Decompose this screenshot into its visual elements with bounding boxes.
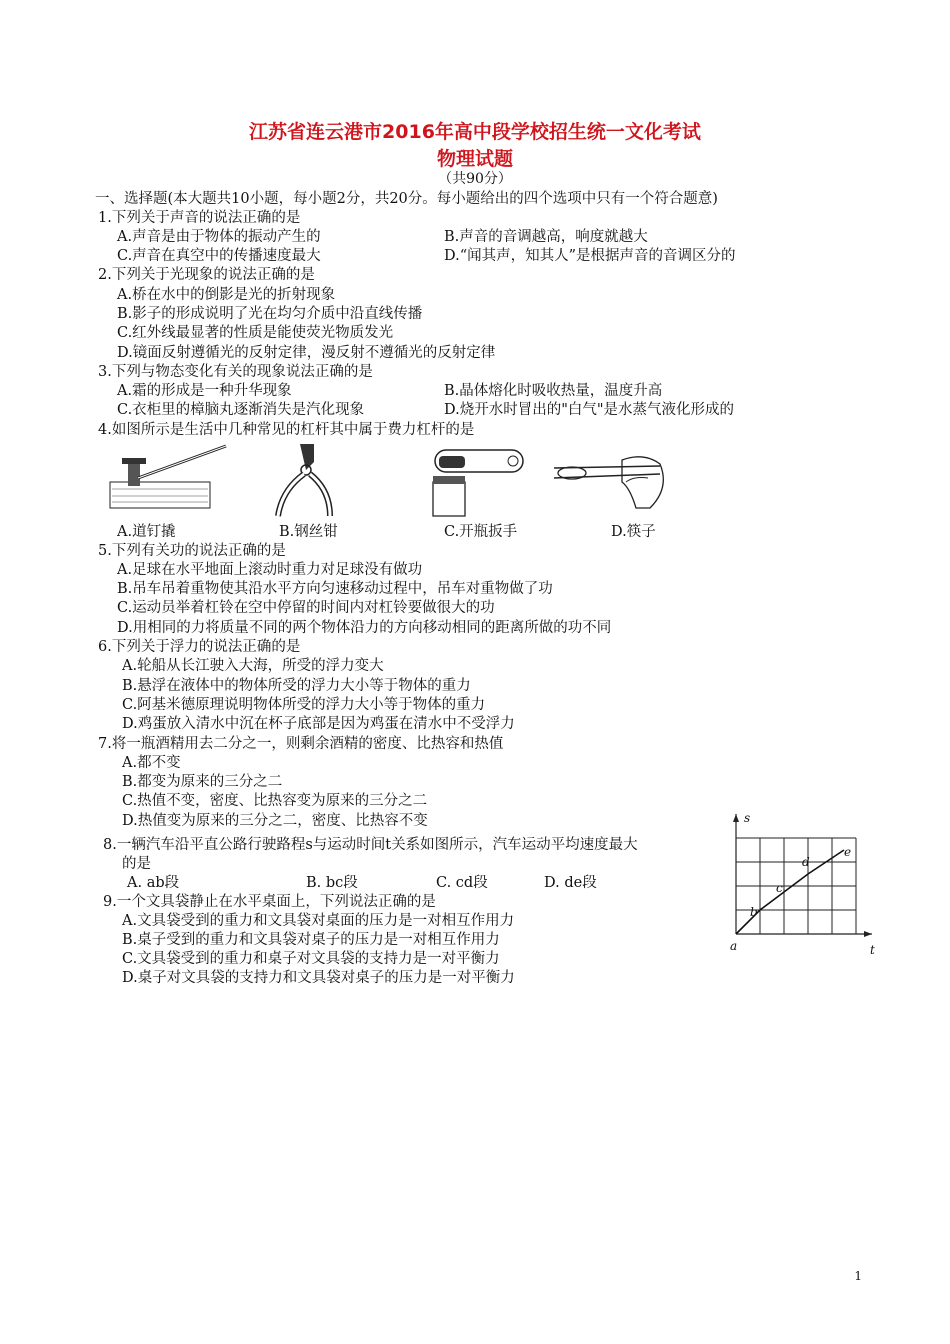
- bottle-opener-picture: [425, 446, 525, 518]
- pliers-picture: [270, 440, 350, 518]
- point-d-label: d: [802, 855, 810, 869]
- q1-option-c: C.声音在真空中的传播速度最大: [117, 248, 321, 264]
- q9-option-c: C.文具袋受到的重力和桌子对文具袋的支持力是一对平衡力: [122, 951, 500, 967]
- point-e-label: e: [844, 845, 852, 859]
- s-axis-arrow: [733, 814, 739, 822]
- q8-stem-line1: 8.一辆汽车沿平直公路行驶路程s与运动时间t关系如图所示，汽车运动平均速度最大: [103, 837, 638, 853]
- chopsticks-picture: [552, 448, 672, 514]
- q3-option-d: D.烧开水时冒出的"白气"是水蒸气液化形成的: [444, 402, 735, 418]
- q2-option-b: B.影子的形成说明了光在均匀介质中沿直线传播: [117, 306, 423, 322]
- page-number: 1: [854, 1269, 862, 1283]
- s-axis-label: s: [744, 811, 751, 825]
- q8-option-a: A. ab段: [127, 875, 180, 891]
- q8-option-b: B. bc段: [306, 875, 358, 891]
- q6-option-a: A.轮船从长江驶入大海，所受的浮力变大: [122, 658, 384, 674]
- q1-option-b: B.声音的音调越高，响度就越大: [444, 229, 648, 245]
- q5-stem: 5.下列有关功的说法正确的是: [98, 543, 286, 559]
- q7-option-b: B.都变为原来的三分之二: [122, 774, 283, 790]
- q5-option-c: C.运动员举着杠铃在空中停留的时间内对杠铃要做很大的功: [117, 600, 495, 616]
- t-axis-arrow: [864, 931, 872, 937]
- q6-stem: 6.下列关于浮力的说法正确的是: [98, 639, 301, 655]
- q4-stem: 4.如图所示是生活中几种常见的杠杆其中属于费力杠杆的是: [98, 422, 475, 438]
- q9-option-d: D.桌子对文具袋的支持力和文具袋对桌子的压力是一对平衡力: [122, 970, 515, 986]
- q8-stem-line2: 的是: [122, 856, 151, 872]
- point-c-label: c: [776, 881, 783, 895]
- point-b-label: b: [750, 905, 758, 919]
- q7-option-d: D.热值变为原来的三分之二，密度、比热容不变: [122, 813, 428, 829]
- q1-option-a: A.声音是由于物体的振动产生的: [117, 229, 321, 245]
- exam-subject-title: 物理试题: [436, 148, 513, 170]
- section-heading: 一、选择题(本大题共10小题，每小题2分，共20分。每小题给出的四个选项中只有一个符合题意): [95, 191, 718, 207]
- q5-option-d: D.用相同的力将质量不同的两个物体沿力的方向移动相同的距离所做的功不同: [117, 620, 612, 636]
- q3-option-c: C.衣柜里的樟脑丸逐渐消失是汽化现象: [117, 402, 365, 418]
- spike-lever-picture: [108, 444, 228, 516]
- point-a-label: a: [730, 939, 738, 953]
- q1-stem: 1.下列关于声音的说法正确的是: [98, 210, 301, 226]
- q3-option-b: B.晶体熔化时吸收热量，温度升高: [444, 383, 663, 399]
- q7-option-c: C.热值不变，密度、比热容变为原来的三分之二: [122, 793, 428, 809]
- q4-option-b: B.钢丝钳: [279, 524, 338, 540]
- q2-option-c: C.红外线最显著的性质是能使荧光物质发光: [117, 325, 394, 341]
- q6-option-d: D.鸡蛋放入清水中沉在杯子底部是因为鸡蛋在清水中不受浮力: [122, 716, 515, 732]
- q4-option-c: C.开瓶扳手: [444, 524, 518, 540]
- t-axis-label: t: [870, 943, 875, 957]
- q4-option-d: D.筷子: [611, 524, 656, 540]
- q6-option-b: B.悬浮在液体中的物体所受的浮力大小等于物体的重力: [122, 678, 471, 694]
- q6-option-c: C.阿基米德原理说明物体所受的浮力大小等于物体的重力: [122, 697, 486, 713]
- s-t-graph: [726, 808, 881, 960]
- q9-option-b: B.桌子受到的重力和文具袋对桌子的压力是一对相互作用力: [122, 932, 500, 948]
- exam-title: 江苏省连云港市2016年高中段学校招生统一文化考试: [249, 121, 701, 143]
- q3-stem: 3.下列与物态变化有关的现象说法正确的是: [98, 364, 373, 380]
- graph-grid: [736, 838, 856, 934]
- q9-option-a: A.文具袋受到的重力和文具袋对桌面的压力是一对相互作用力: [122, 913, 515, 929]
- q8-option-c: C. cd段: [436, 875, 488, 891]
- q5-option-b: B.吊车吊着重物使其沿水平方向匀速移动过程中，吊车对重物做了功: [117, 581, 553, 597]
- q1-option-d: D.“闻其声，知其人”是根据声音的音调区分的: [444, 248, 736, 264]
- q3-option-a: A.霜的形成是一种升华现象: [117, 383, 292, 399]
- s-t-curve: [736, 850, 844, 934]
- q5-option-a: A.足球在水平地面上滚动时重力对足球没有做功: [117, 562, 423, 578]
- q2-stem: 2.下列关于光现象的说法正确的是: [98, 267, 315, 283]
- q9-stem: 9.一个文具袋静止在水平桌面上，下列说法正确的是: [103, 894, 436, 910]
- q7-stem: 7.将一瓶酒精用去二分之一，则剩余酒精的密度、比热容和热值: [98, 736, 504, 752]
- q7-option-a: A.都不变: [122, 755, 181, 771]
- q2-option-d: D.镜面反射遵循光的反射定律，漫反射不遵循光的反射定律: [117, 345, 496, 361]
- total-score: （共90分）: [438, 171, 512, 187]
- q8-option-d: D. de段: [544, 875, 597, 891]
- q4-option-a: A.道钉撬: [117, 524, 176, 540]
- q2-option-a: A.桥在水中的倒影是光的折射现象: [117, 287, 336, 303]
